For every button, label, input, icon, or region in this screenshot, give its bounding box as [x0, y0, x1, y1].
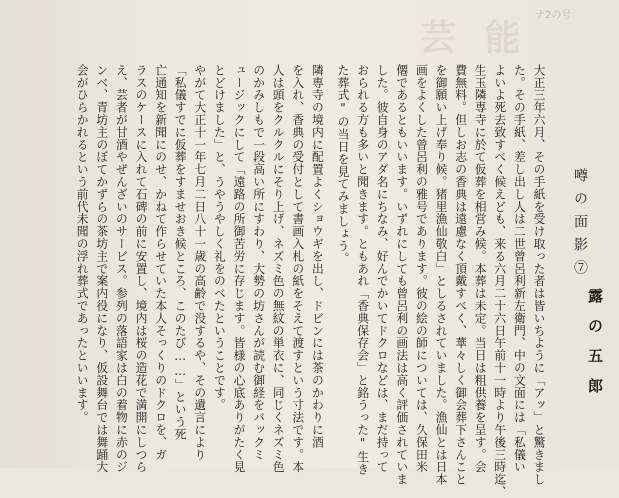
text-line: ンベ、青坊主のぼてかずらの茶坊主で案内役になり、仮設舞台では舞踊大 — [94, 64, 109, 474]
text-line: 大正三年六月、その手紙を受け取った者は皆いちように「アッ」と驚きまし — [532, 64, 546, 486]
text-line: 人は頭をクルクルにそり上げ、ネズミ色の無紋の単衣に、同じくネズミ色 — [271, 64, 286, 474]
text-line: 画をよくした曾呂利の雅号であります。彼の絵の師については、久保田米 — [414, 64, 429, 474]
text-line: 亡通知を新聞にのせ、かねて作らせていた本人そっくりのドクロを、ガ — [153, 64, 168, 461]
text-line: 生玉隣専寺に於て仮葬を相営み候。本葬は未定。当日は粗供養を呈す。会 — [473, 64, 488, 474]
text-line: 隣専寺の境内に配置よくショウギを出し、ドビンには茶のかわりに酒 — [310, 64, 325, 449]
column-title: 噂の面影⑦ — [572, 168, 588, 283]
text-line: よいよ死去致すべく候えども、来る六月二十六日午前十一時より午後三時迄、 — [492, 64, 507, 498]
text-line: ュージックにして「遠路の所御苦労に存じます。皆様の心底ありがたく見 — [232, 64, 246, 474]
text-line: を御願い上げ奉り候。猪里漁仙敬白」としるされていました。漁仙とは日本 — [434, 64, 448, 486]
bleed-through-issue-number: ナ2の号 — [535, 10, 572, 21]
text-line: 僊であるともいいます。いずれにしても曾呂利の画法は高く評価されていま — [394, 64, 409, 486]
text-line: した。彼自身のアダ名にちなみ、好んでかいてドクロなどは、まだ持って — [375, 64, 390, 474]
text-line: おられる方も多いと聞きます。ともあれ「香典保存会」と銘うった"生き — [355, 64, 370, 476]
text-line: た。その手紙、差し出し人は二世曾呂利新左衛門、中の文面には「私儀い — [512, 64, 527, 474]
author-name: 露の五郎 — [586, 288, 604, 408]
text-line: を入れ、香典の受付として書画入札の紙をそえて渡すという寸法です。本 — [290, 64, 305, 474]
text-line: 会がひらかれるという前代未聞の浮れ葬式であったといいます。 — [75, 64, 90, 424]
body-text — [64, 64, 546, 498]
bleed-through-text: 芸 能 — [420, 17, 529, 59]
text-line: 費無料。但しお志の香典は遠慮なく頂戴すべく、華々しく御会葬下さんこと — [453, 64, 468, 486]
text-line: のかみしもで一段高い所にすわり、大勢の坊さんが読む御経をバックミ — [251, 64, 266, 461]
text-line: え、芸者が甘酒やぜんざいのサービス。参列の落語家は白の着物に赤のジ — [114, 64, 129, 474]
text-line: とどけました」と、うやうやしく礼をのべたということです。 — [212, 64, 227, 412]
text-line: た葬式"の当日を見てみましょう。 — [336, 64, 350, 265]
text-line: やがて大正十一年七月二日八十一歳の高齢で没するや、その遺言により — [192, 64, 207, 461]
text-line: ラスのケースに入れて石碑の前に安置し、境内は桜の造花で満開にしつら — [134, 64, 148, 474]
text-line: 「私儀すでに仮葬をすませおき候ところ、このたび……」という死 — [173, 64, 188, 441]
